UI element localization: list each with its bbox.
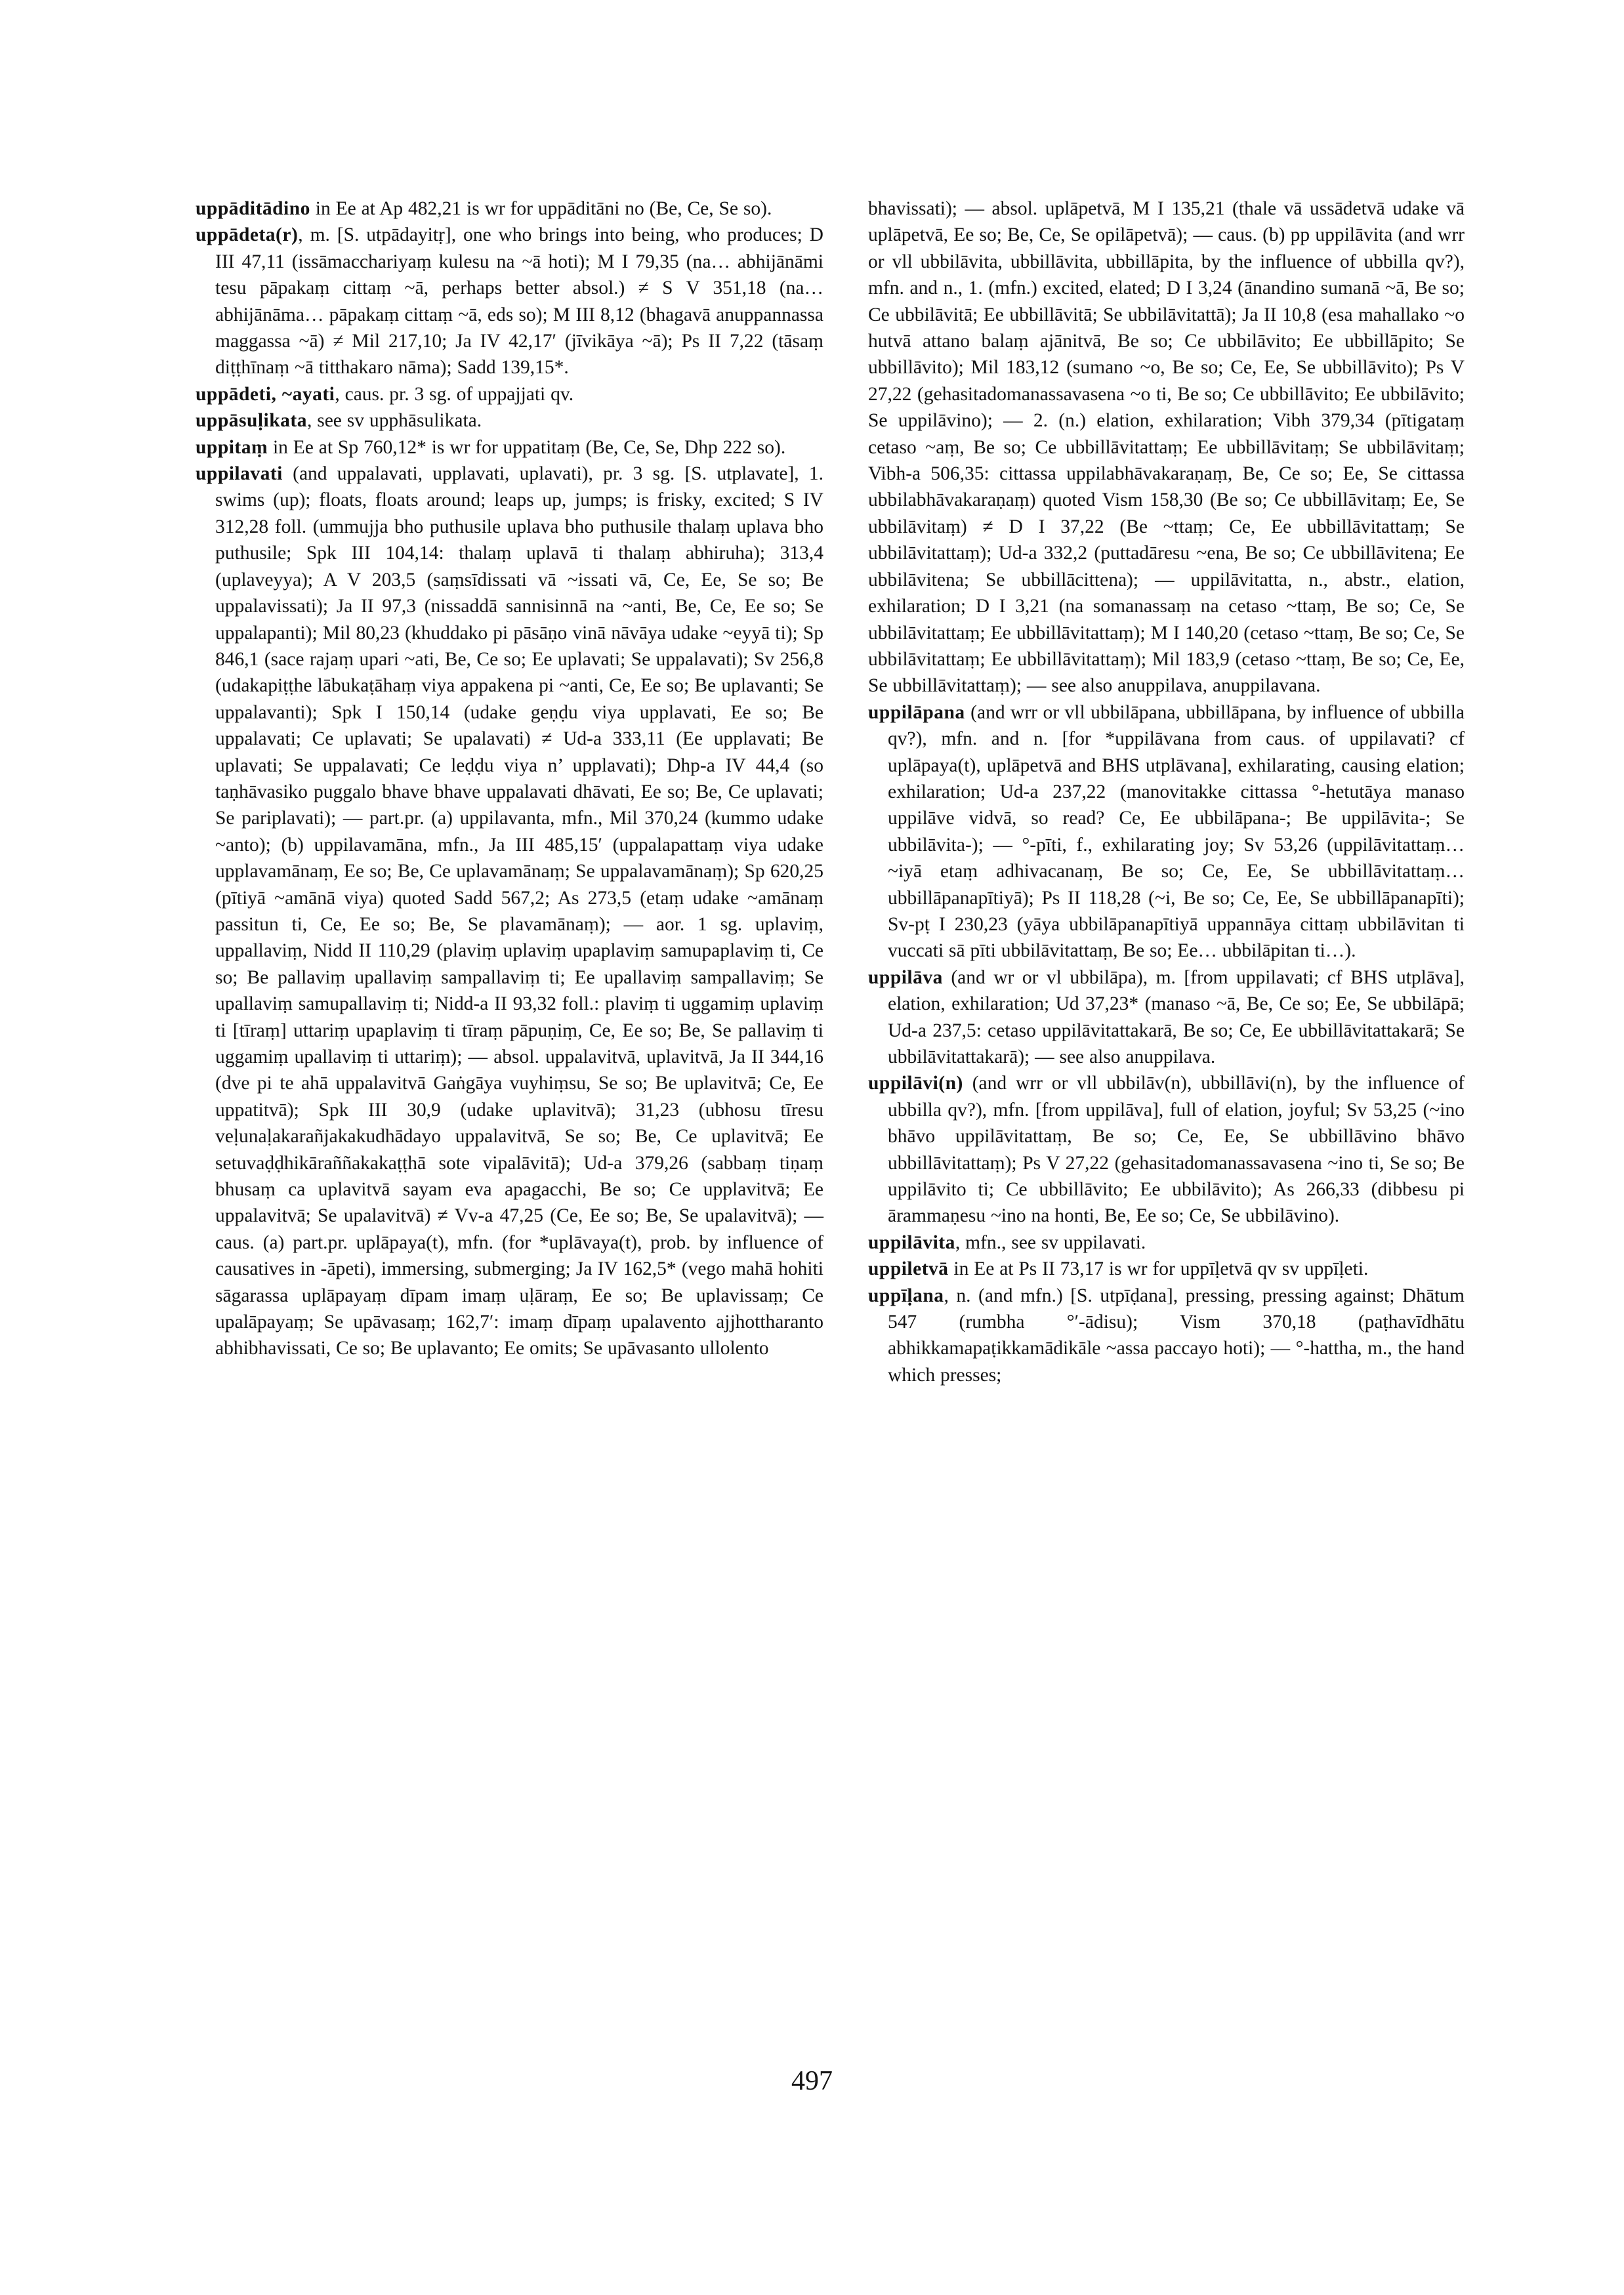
entry-body: bhavissati); — absol. uplāpetvā, M I 135,21 (thale vā ussādetvā udake vā uplāpetvā, Ee so; Be, Ce, Se opilāpetvā); — caus. (b) pp uppilāvita (and wrr or vll ubbilāvita, ubbillāvita, ubbillāpita, by the influence of ubbilla qv?), mfn. and n., 1. (mfn.) excited, elated; D I 3,24 (ānandino sumanā ~ā, Be so; Ce ubbilāvitā; Ee ubbillāvitā; Se ubbilāvitattā); Ja II 10,8 (esa mahallako ~o hutvā attano balaṃ ajānitvā, Be so; Ce ubbilāvito; Ee ubbillāpito; Se ubbillāvito); Mil 183,12 (sumano ~o, Be so; Ce, Ee, Se ubbillāvito); Ps V 27,22 (gehasitadomanassavasena ~o ti, Be so; Ce ubbillāvito; Ee ubbilāvito; Se uppilāvino); — 2. (n.) elation, exhilaration; Vibh 379,34 (pītigataṃ cetaso ~aṃ, Be so; Ce ubbillāvitattaṃ; Ee ubbillāvitaṃ; Se ubbilāvitaṃ; Vibh-a 506,35: cittassa uppilabhāvakaraṇaṃ, Be, Ce so; Ee, Se cittassa ubbilabhāvakaraṇaṃ) quoted Vism 158,30 (Be so; Ce ubbillāvitaṃ; Ee, Se ubbilāvitaṃ) ≠ D I 37,22 (Be ~ttaṃ; Ce, Ee ubbillāvitattaṃ; Se ubbilāvitattaṃ); Ud-a 332,2 (puttadāresu ~ena, Be so; Ce ubbillāvitena; Ee ubbilāvitena; Se ubbillācittena); — uppilāvitatta, n., abstr., elation, exhilaration; D I 3,21 (na somanassaṃ na cetaso ~ttaṃ, Be so; Ce, Se ubbilāvitattaṃ; Ee ubbillāvitattaṃ); M I 140,20 (cetaso ~ttaṃ, Be so; Ce, Se ubbilāvitattaṃ; Ee ubbillāvitattaṃ); Mil 183,9 (cetaso ~ttaṃ, Be so; Ce, Ee, Se ubbillāvitattaṃ); — see also anuppilava, anuppilavana. [868,198,1465,697]
entry-uppilava [868,964,1465,1071]
entry-body: in Ee at Ps II 73,17 is wr for uppīḷetvā qv sv uppīḷeti. [948,1258,1369,1280]
entry-body: in Ee at Ap 482,21 is wr for uppāditāni no (Be, Ce, Se so). [310,198,772,219]
entry-body: , n. (and mfn.) [S. utpīḍana], pressing, pressing against; Dhātum 547 (rumbha °′-ādisu); Vism 370,18 (paṭhavīdhātu abhikkamapaṭikkamādikāle ~assa paccayo hoti); — °-hattha, m., the hand which presses; [888,1285,1465,1386]
entry-uppilapana [868,699,1465,964]
headword: uppilāpana [868,701,965,723]
headword: uppilāvita [868,1231,955,1253]
headword: uppāsuḷikata [196,410,307,432]
entry-body: (and wr or vl ubbilāpa), m. [from uppilavati; cf BHS utplāva], elation, exhilaration; Ud 37,23* (manaso ~ā, Be, Ce so; Ee, Se ubbilāpā; Ud-a 237,5: cetaso uppilāvitattakarā, Be so; Ce, Ee ubbillāvitattakarā; Se ubbilāvitattakarā); — see also anuppilava. [888,966,1465,1067]
entry-body: , mfn., see sv uppilavati. [955,1231,1146,1253]
entry-uppilavin [868,1070,1465,1229]
entry-uppiletva [868,1256,1465,1282]
entry-uppasulikata [196,407,823,434]
headword: uppiletvā [868,1258,949,1280]
entry-body: , see sv upphāsulikata. [306,410,482,432]
entry-body: in Ee at Sp 760,12* is wr for uppatitaṃ (Be, Ce, Se, Dhp 222 so). [268,436,786,458]
headword: uppādeta(r) [196,224,299,246]
headword: uppilāvi(n) [868,1073,963,1094]
entry-uppaditadino [196,196,823,222]
headword: uppādeti, ~ayati [196,383,335,405]
entry-body: (and wrr or vll ubbilāv(n), ubbillāvi(n), by the influence of ubbilla qv?), mfn. [from uppilāva], full of elation, joyful; Sv 53,25 (~ino bhāvo uppilāvitattaṃ, Be so; Ce, Ee, Se ubbillāvino bhāvo ubbillāvitattaṃ); Ps V 27,22 (gehasitadomanassavasena ~ino ti, Se so; Be uppilāvito ti; Ce ubbillāvito; Ee ubbilāvito); As 266,33 (dibbesu pi ārammaṇesu ~ino na honti, Be, Ee so; Ce, Se ubbilāvino). [888,1073,1465,1227]
entry-uppilana [868,1283,1465,1389]
entry-body: (and wrr or vll ubbilāpana, ubbillāpana, by influence of ubbilla qv?), mfn. and n. [for *uppilāvana from caus. of uppilavati? cf uplāpaya(t), uplāpetvā and BHS utplāvana], exhilarating, causing elation; exhilaration; Ud-a 237,22 (manovitakke cittassa °-hetutāya manaso uppilāve vidvā, so read? Ce, Ee ubbilāpana-; Be uppilāvita-; Se ubbilāvita-); — °-pīti, f., exhilarating joy; Sv 53,26 (uppilāvitattaṃ… ~iyā etaṃ adhivacanaṃ, Be so; Ce, Ee, Se ubbillāvitattaṃ… ubbillāpanapītiyā); Ps II 118,28 (~i, Be so; Ce, Ee, Se ubbillāpanapīti); Sv-pṭ I 230,23 (yāya ubbilāpanapītiyā uppannāya cittaṃ ubbilāvitan ti vuccati sā pīti ubbilāvitattaṃ, Be so; Ee… ubbilāpitan ti…). [888,701,1465,962]
entry-body: , m. [S. utpādayitṛ], one who brings into being, who produces; D III 47,11 (issāmacchariyaṃ kulesu na ~ā hoti); M I 79,35 (na… abhijānāmi tesu pāpakaṃ cittaṃ ~ā, perhaps better absol.) ≠ S V 351,18 (na… abhijānāma… pāpakaṃ cittaṃ ~ā, eds so); M III 8,12 (bhagavā anuppannassa maggassa ~ā) ≠ Mil 217,10; Ja IV 42,17′ (jīvikāya ~ā); Ps II 7,22 (tāsaṃ diṭṭhīnaṃ ~ā titthakaro nāma); Sadd 139,15*. [215,224,823,379]
headword: uppīḷana [868,1285,944,1306]
headword: uppilāva [868,966,943,988]
entry-uppitam [196,434,823,461]
page-number: 497 [791,2066,833,2096]
entry-uppilavita [868,1230,1465,1256]
entry-continuation [868,196,1465,699]
entry-uppilavati [196,461,823,1362]
right-column [868,196,1465,1388]
entry-body: (and uppalavati, upplavati, uplavati), pr. 3 sg. [S. utplavate], 1. swims (up); floats, floats around; leaps up, jumps; is frisky, excited; S IV 312,28 foll. (ummujja bho puthusile uplava bho puthusile thalaṃ uplava bho puthusile; Spk III 104,14: thalaṃ uplavā ti thalaṃ abhiruha); 313,4 (uplaveyya); A V 203,5 (saṃsīdissati vā ~issati vā, Ce, Ee, Se so; Be uppalavissati); Ja II 97,3 (nissaddā sannisinnā na ~anti, Be, Ce, Ee so; Se uppalapanti); Mil 80,23 (khuddako pi pāsāṇo vinā nāvāya udake ~eyyā ti); Sp 846,1 (sace rajaṃ upari ~ati, Be, Ce so; Ee uplavati; Se uppalavati); Sv 256,8 (udakapiṭṭhe lābukaṭāhaṃ viya appakena pi ~anti, Ce, Ee so; Be uplavanti; Se uppalavanti); Spk I 150,14 (udake geṇḍu viya upplavati, Ee so; Be uppalavati; Ce uplavati; Se upalavati) ≠ Ud-a 333,11 (Ee upplavati; Be uplavati; Se uppalavati; Ce leḍḍu viya n’ upplavati); Dhp-a IV 44,4 (so taṇhāvasiko puggalo bhave bhave uppalavati dhāvati, Ee so; Be, Ce uplavati; Se pariplavati); — part.pr. (a) uppilavanta, mfn., Mil 370,24 (kummo udake ~anto); (b) uppilavamāna, mfn., Ja III 485,15′ (uppalapattaṃ viya udake upplavamānaṃ, Ee so; Be, Ce uplavamānaṃ; Se uppalavamānaṃ); Sp 620,25 (pītiyā ~amānā viya) quoted Sadd 567,2; As 273,5 (etaṃ udake ~amānaṃ passitun ti, Ce, Ee so; Be, Se plavamānaṃ); — aor. 1 sg. uplaviṃ, uppallaviṃ, Nidd II 110,29 (plaviṃ uplaviṃ upaplaviṃ samupaplaviṃ ti, Ce so; Be pallaviṃ upallaviṃ sampallaviṃ ti; Ee upallaviṃ sampallaviṃ; Se upallaviṃ samupallaviṃ ti; Nidd-a II 93,32 foll.: plaviṃ ti uggamiṃ uplaviṃ ti [tīraṃ] uttariṃ upaplaviṃ ti tīraṃ pāpuṇiṃ, Ce, Ee so; Be, Se pallaviṃ ti uggamiṃ upallaviṃ ti uttariṃ); — absol. uppalavitvā, uplavitvā, Ja II 344,16 (dve pi te ahā uppalavitvā Gaṅgāya vuyhiṃsu, Se so; Be uplavitvā; Ce, Ee uppatitvā); Spk III 30,9 (udake uplavitvā); 31,23 (ubhosu tīresu veḷunaḷakarañjakakudhādayo uppalavitvā, Se so; Be, Ce uplavitvā; Ee setuvaḍḍhikāraññakakaṭṭhā sote vipalāvitā); Ud-a 379,26 (sabbaṃ tiṇaṃ bhusaṃ ca uplavitvā sayam eva apagacchi, Be so; Ce upplavitvā; Ee uppalavitvā; Se upalavitvā) ≠ Vv-a 47,25 (Ce, Ee so; Be, Se upalavitvā); — caus. (a) part.pr. uplāpaya(t), mfn. (for *uplāvaya(t), prob. by influence of causatives in -āpeti), immersing, submerging; Ja IV 162,5* (vego mahā hohiti sāgarassa uplāpayaṃ dīpam imaṃ uḷāraṃ, Ee so; Be uplavissaṃ; Ce upalāpayaṃ; Se upāvasaṃ; 162,7′: imaṃ dīpaṃ upalavento ajjhottharanto abhibhavissati, Ce so; Be uplavanto; Ee omits; Se upāvasanto ullolento [215,463,823,1359]
entry-uppadetar [196,222,823,381]
left-column [196,196,823,1362]
entry-body: , caus. pr. 3 sg. of uppajjati qv. [335,383,574,405]
headword: uppāditādino [196,198,310,219]
headword: uppilavati [196,463,283,485]
entry-uppadeti [196,381,823,407]
headword: uppitaṃ [196,436,268,458]
